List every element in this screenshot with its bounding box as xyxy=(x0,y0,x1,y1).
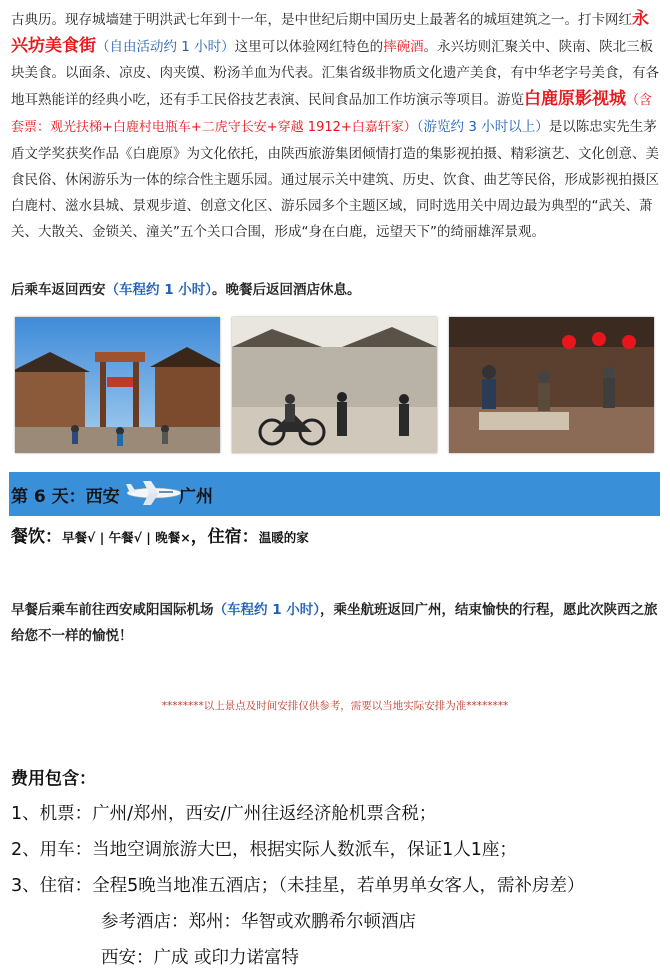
fees-title: 费用包含： xyxy=(11,769,96,789)
bailu-package: （含套票：观光扶梯+白鹿村电瓶车+二虎守长安+穿越 1912+白嘉轩家） xyxy=(11,93,653,135)
stay-label: ，住宿： xyxy=(190,527,259,547)
shuaiwan-highlight: 摔碗酒 xyxy=(383,39,424,55)
fee-item-transport: 2、用车：当地空调旅游大巴，根据实际人数派车，保证1人1座； xyxy=(11,840,517,860)
intro-paragraph xyxy=(11,6,661,245)
bailu-text: 是以陈忠实先生茅盾文学奖获奖作品《白鹿原》为文化依托，由陕西旅游集团倾情打造的集影视拍摄、精彩演艺、文化创意、美食民俗、休闲游乐为一体的综合性主题乐园。通过展示关中建筑、历史、饮食、曲艺等民俗，形成影视拍摄区白鹿村、滋水县城、景观步道、创意文化区、游乐园多个主题区域，同时选用关中周边最为典型的“武关、萧关、大散关、金锁关、潼关”五个关口合围，形成“身在白鹿，远望天下”的绮丽雄浑景观。 xyxy=(11,119,659,240)
fee-item-airfare: 1、机票：广州/郑州，西安/广州往返经济舱机票含税； xyxy=(11,804,437,824)
bailu-title: 白鹿原影视城 xyxy=(524,89,626,109)
day6-header xyxy=(9,472,660,516)
meal-stay-line xyxy=(11,522,309,547)
day6-label: 第 6 天：西安 xyxy=(11,487,120,507)
schedule-notice: ********以上景点及时间安排仅供参考，需要以当地实际安排为准******** xyxy=(161,700,509,712)
day6-desc-time: （车程约 1 小时） xyxy=(213,602,321,618)
return-time: （车程约 1 小时） xyxy=(105,282,213,298)
intro-text: 古典历。现存城墙建于明洪武七年到十一年，是中世纪后期中国历史上最著名的城垣建筑之一。打卡网红 xyxy=(11,12,632,28)
stay-value: 温暖的家 xyxy=(258,530,309,545)
return-text-2: 。晚餐后返回酒店休息。 xyxy=(212,282,361,298)
photo-motorcycle-actors xyxy=(232,317,437,453)
day6-desc-text: 早餐后乘车前往西安咸阳国际机场 xyxy=(11,602,214,618)
day6-description xyxy=(11,597,661,649)
bailu-time: （游览约 3 小时以上） xyxy=(416,119,549,135)
yongxing-time: （自由活动约 1 小时） xyxy=(96,39,235,55)
meals-label: 餐饮： xyxy=(11,527,62,547)
photo-folk-street xyxy=(449,317,654,453)
fee-item-hotel: 3、住宿：全程5晚当地准五酒店；（未挂星，若单男单女客人，需补房差） xyxy=(11,876,585,896)
day6-destination: 广州 xyxy=(179,487,213,507)
photo-ancient-town xyxy=(15,317,220,453)
return-text: 后乘车返回西安 xyxy=(11,282,106,298)
yongxing-text-2: 。永兴坊则汇聚关中、陕南、陕北三板块美食。以面条、凉皮、肉夹馍、粉汤羊血为代表。汇集省级非物质文化遗产美食，有中华老字号美食，有各地耳熟能详的经典小吃，还有手工民俗技艺表演、民间食品加工作坊演示等项目。游览 xyxy=(11,39,659,108)
meals-value: 早餐√ | 午餐√ | 晚餐× xyxy=(62,530,191,545)
fee-hotel-zhengzhou: 参考酒店：郑州：华智或欢鹏希尔顿酒店 xyxy=(101,912,416,932)
return-line xyxy=(11,277,661,303)
yongxing-title: 永兴坊美食街 xyxy=(11,9,649,56)
airplane-icon xyxy=(121,478,187,512)
yongxing-text: 这里可以体验网红特色的 xyxy=(234,39,384,55)
day6-desc-text-2: ，乘坐航班返回广州，结束愉快的行程，愿此次陕西之旅给您不一样的愉悦！ xyxy=(11,602,658,644)
photo-strip xyxy=(15,317,655,453)
fee-hotel-xian: 西安：广成 或印力诺富特 xyxy=(101,948,300,968)
